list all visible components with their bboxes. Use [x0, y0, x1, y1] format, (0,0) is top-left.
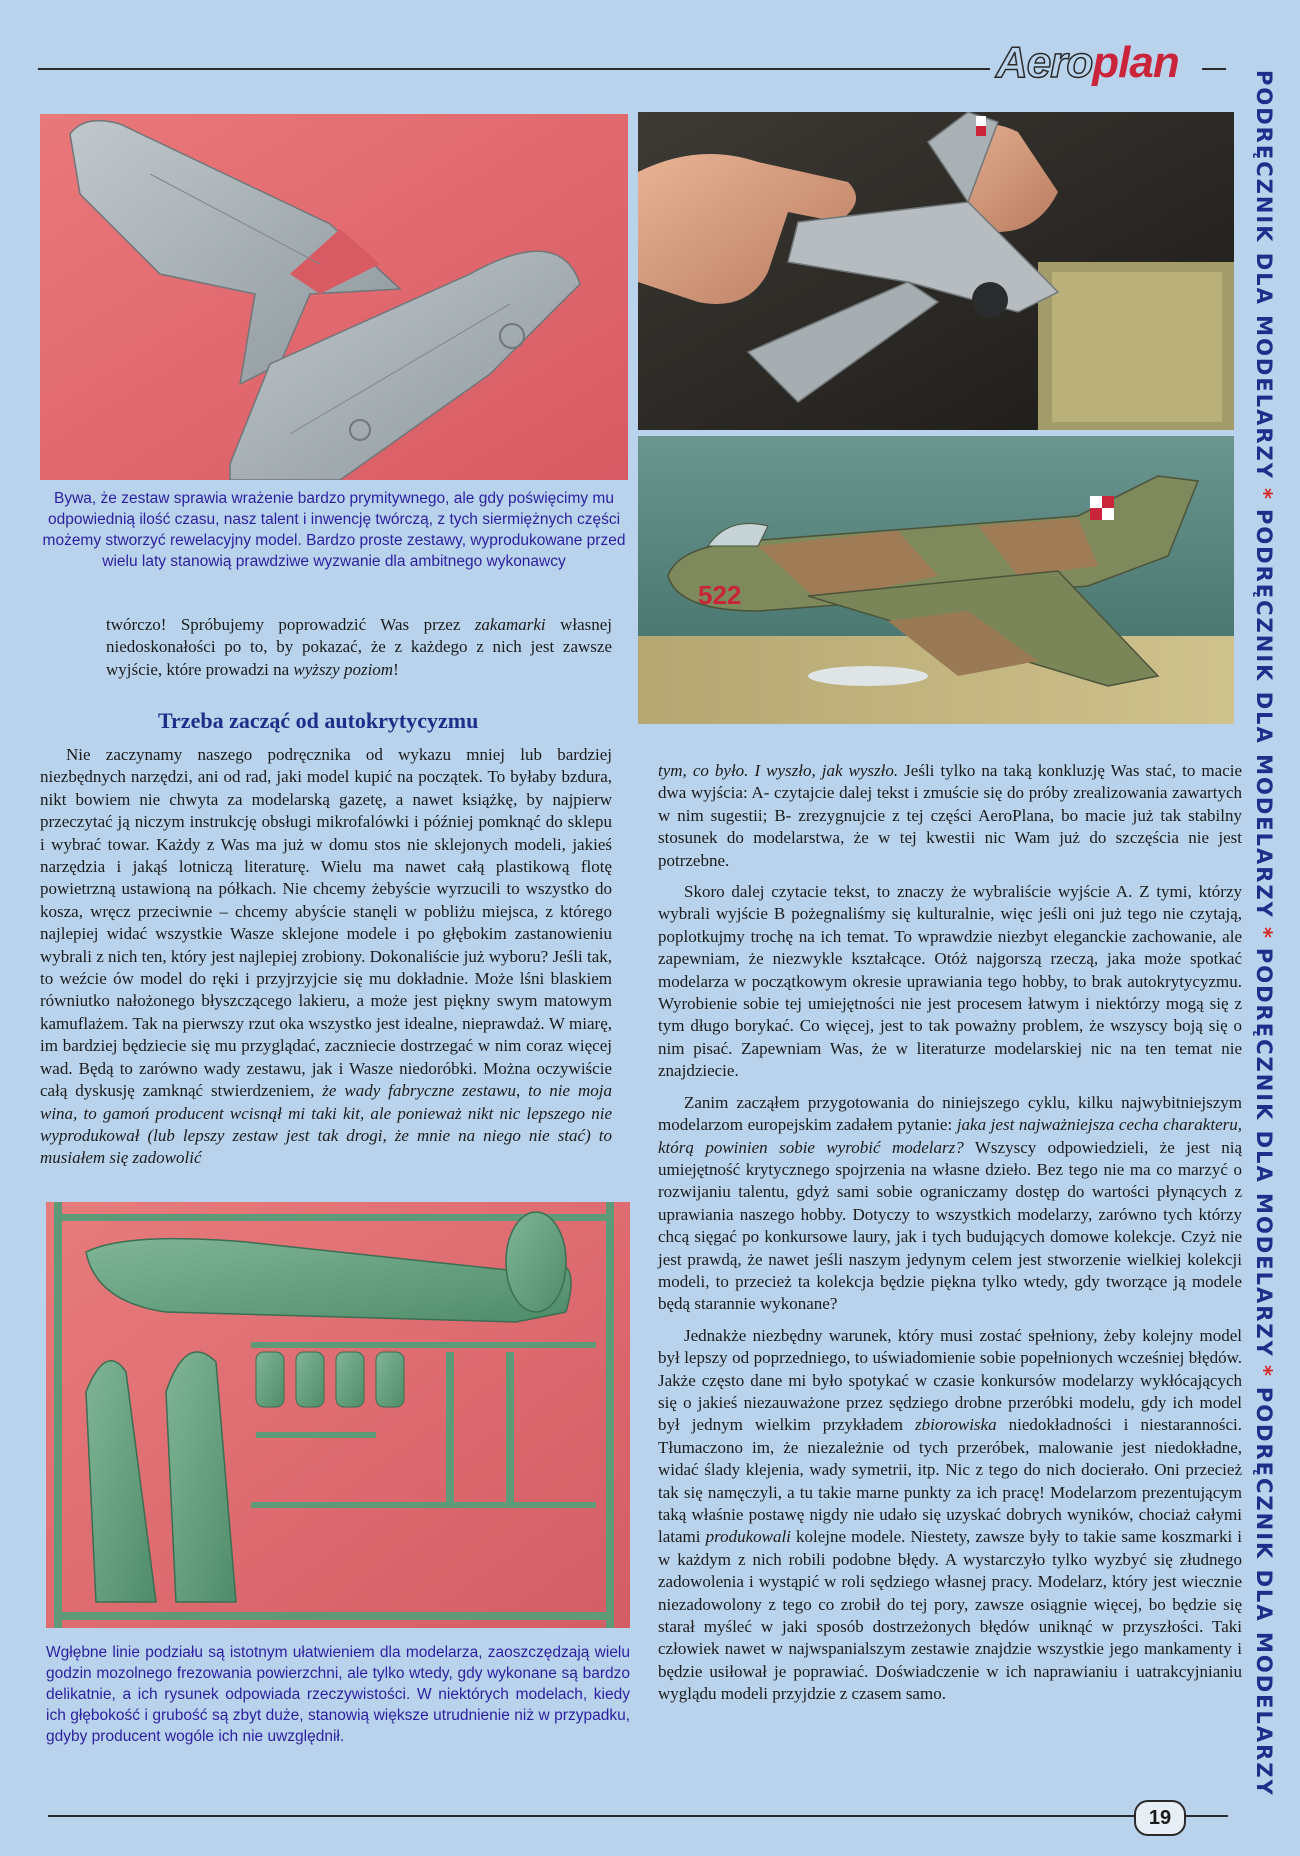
aeroplan-logo: Aeroplan: [990, 40, 1202, 86]
photo-camo-jet: [638, 436, 1234, 724]
sidebar-vertical-text: PODRĘCZNIK DLA MODELARZY*PODRĘCZNIK DLA MODELARZY*PODRĘCZNIK DLA MODELARZY*PODRĘCZNIK DLA MODELARZY: [1252, 69, 1276, 1797]
page-number: 19: [1134, 1800, 1186, 1836]
photo-hands-model: [638, 112, 1234, 430]
article-left-body: Nie zaczynamy naszego podręcznika od wykazu mniej lub bardziej niezbędnych narzędzi, ani od rad, jaki model kupić na początek. To byłaby bzdura, nikt bowiem nie chwyta za modelarską gazetę, a nawet książkę, by najpierw przeczytać ją niczym instrukcję obsługi mikrofalówki i później pomknąć do sklepu i wybrać towar. Każdy z Was ma już w domu stos nie sklejonych modeli, jakieś narzędzia i jakąś lotniczą literaturę. Wielu ma nawet całą plastikową flotę powietrzną ustawioną na półkach. Nie chcemy żebyście wyrzucili to wszystko do kosza, wręcz przeciwnie – chcemy abyście stanęli w pobliżu miejsca, z którego najlepiej widać wszystkie Wasze sklejone modele i po głębokim zastanowieniu wybrali z nich ten, który jest najlepiej zrobiony. Dokonaliście już wyboru? Jeśli tak, to weźcie ów model do ręki i przyjrzyjcie się mu dokładnie. Może lśni blaskiem równiutko nałożonego błyszczącego lakieru, a może jest piękny swym matowym kamuflażem. Tak na pierwszy rzut oka wszystko jest idealne, nieprawdaż. W miarę, im bardziej będziecie się mu przyglądać, zaczniecie dostrzegać w nim coraz więcej wad. Będą to zarówno wady zestawu, jak i Wasze niedoróbki. Można oczywiście całą dyskusję zamknąć stwierdzeniem, że wady fabryczne zestawu, to nie moja wina, to gamoń producent wcisnął mi taki kit, ale ponieważ nikt nic lepszego nie wyprodukował (lub lepszy zestaw jest tak drogi, że mnie na niego nie stać) to musiałem się zadowolić: [40, 745, 612, 1168]
sidebar-strip: [1236, 30, 1292, 1836]
section-heading: Trzeba zacząć od autokrytycyzmu: [158, 708, 479, 733]
photo-tail-parts: [40, 114, 628, 480]
article-right-body: tym, co było. I wyszło, jak wyszło. Jeśli tylko na taką konkluzję Was stać, to macie dwa wyjścia: A- czytajcie dalej tekst i zmuście się do próby zrealizowania zawartych w nim sugestii; B- zrezygnujcie z tej części AeroPlana, bo macie już tak stabilny stosunek do modelarstwa, że w tej kwestii nic Wam już do szczęścia nie jest potrzebne. Skoro dalej czytacie tekst, to znaczy że wybraliście wyjście A. Z tymi, którzy wybrali wyjście B pożegnaliśmy się kulturalnie, więc jeśli oni już tego nie czytają, poplotkujmy trochę na ich temat. To wprawdzie niezbyt eleganckie zachowanie, ale zapewniam, że niezwykle kształcące. Otóż najgorszą rzeczą, jaka może spotkać modelarza w początkowym okresie uprawiania tego hobby, to brak autokrytycyzmu. Wyrobienie sobie tej umiejętności nie jest procesem łatwym i niektórzy mogą się z tym długo borykać. Co więcej, jest to tak poważny problem, że wszyscy boją się o nim pisać. Zapewniam Was, że w literaturze modelarskiej nic na ten temat nie znajdziecie. Zanim zacząłem przygotowania do niniejszego cyklu, kilku najwybitniejszym modelarzom europejskim zadałem pytanie: jaka jest najważniejsza cecha charakteru, którą powinien sobie wyrobić modelarz? Wszyscy odpowiedzieli, że jest nią umiejętność krytycznego spojrzenia na własne dzieło. Bez tego nie ma co marzyć o rozwijaniu talentu, gdyż sami sobie ograniczamy dostęp do wartości płynących z uprawiania naszego hobby. Dotyczy to wszystkich modelarzy, zarówno tych którzy chcą sięgać po konkursowe laury, jak i tych budujących domowe kolekcje. Czyż nie jest prawdą, że nawet jeśli naszym jedynym celem jest stworzenie wielkiej kolekcji modeli, to przecież ta kolekcja będzie piękna tylko wtedy, gdy tworzące ją modele będą starannie wykonane? Jednakże niezbędny warunek, który musi zostać spełniony, żeby kolejny model był lepszy od poprzedniego, to uświadomienie sobie popełnionych wcześniej błędów. Jakże często dane mi było spotykać w czasie konkursów modelarzy wykłócających się o jakieś niezauważone przez sędziego drobne przeróbki modelu, gdy ich model był jednym wielkim przykładem zbiorowiska niedokładności i niestaranności. Tłumaczono im, że niezależnie od tych przeróbek, malowanie jest niedokładne, widać ślady klejenia, wady symetrii, itp. Nic z tego do nich docierało. Oni przecież tak się namęczyli, a tu takie marne punkty za ich pracę! Modelarzom prezentującym taką właśnie postawę nigdy nie udało się uzyskać dobrych wyników, chociaż całymi latami produkowali kolejne modele. Niestety, zawsze były to takie same koszmarki i w każdym z nich robili podobne błędy. A wystarczyło tylko wyzbyć się złudnego zadowolenia i wystąpić w roli sędziego własnej pracy. Modelarz, który jest wiecznie niezadowolony z tego co zrobił do tej pory, zawsze osiągnie więcej, bo będzie się starał myśleć w jaki sposób dostrzeżonych błędów uniknąć w przyszłości. Taki człowiek nawet w najwspanialszym zestawie znajdzie wszystkie jego mankamenty i będzie usiłował je poprawiać. Doświadczenie w ich naprawianiu i uatrakcyjnianiu wyglądu modeli przyjdzie z czasem samo.: [658, 761, 1243, 1704]
footer-rule: [48, 1815, 1228, 1817]
article-intro: twórczo! Spróbujemy poprowadzić Was przez zakamarki własnej niedoskonałości po to, by pokazać, że z każdego z nich jest zawsze wyjście, które prowadzi na wyższy poziom!: [106, 615, 612, 679]
caption-tail-parts: Bywa, że zestaw sprawia wrażenie bardzo prymitywnego, ale gdy poświęcimy mu odpowiednią ilość czasu, nasz talent i inwencję twórczą, z tych siermiężnych części możemy stworzyć rewelacyjny model. Bardzo proste zestawy, wyprodukowane przed wielu laty stanowią prawdziwe wyzwanie dla ambitnego wykonawcy: [42, 490, 626, 570]
photo-green-sprue: [46, 1202, 630, 1628]
camo-jet-marking: 522: [698, 580, 742, 610]
caption-green-sprue: Wgłębne linie podziału są istotnym ułatwieniem dla modelarza, zaoszczędzają wielu godzin mozolnego frezowania powierzchni, ale tylko wtedy, gdy wykonane są bardzo delikatnie, a ich rysunek odpowiada rzeczywistości. W niektórych modelach, kiedy ich głębokość i grubość są zbyt duże, stanowią większe utrudnienie niż w przypadku, gdyby producent wogóle ich nie uwzględnił.: [46, 1644, 630, 1745]
